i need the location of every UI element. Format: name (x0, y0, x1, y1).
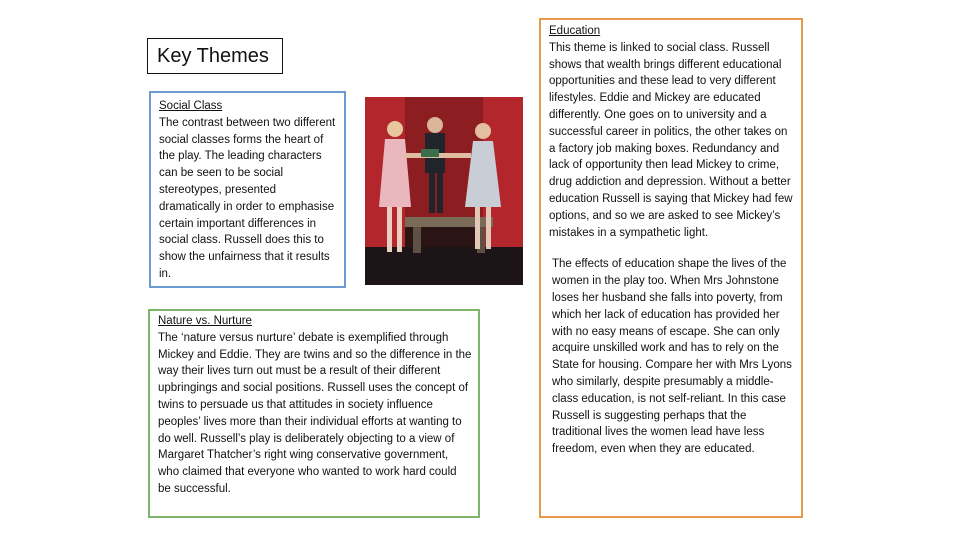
nature-vs-nurture-heading: Nature vs. Nurture (158, 315, 252, 327)
social-class-heading: Social Class (159, 100, 223, 112)
key-themes-title: Key Themes (147, 38, 283, 74)
education-text-1: This theme is linked to social class. Russell shows that wealth brings different educational opportunities and these lead to very different lifestyles. Eddie and Mickey are educated differently. One goes on to university and a successful career in politics, the other takes on a factory job making boxes. Redundancy and lack of opportunity then lead Mickey to crime, drug addiction and depression. Without a better education Russell is saying that Mickey had few options, and so we are asked to see Mickey’s mistakes in a sympathetic light. (549, 41, 793, 239)
education-text-2: The effects of education shape the lives of the women in the play too. When Mrs Johnstone loses her husband she falls into poverty, from which her lack of education has provided her with no easy means of escape. She can only acquire unskilled work and has to rely on the State for housing. Compare her with Mrs Lyons who similarly, despite presumably a middle-class education, is not self-reliant. In this case Russell is suggesting perhaps that the traditional lives the women lead have less freedom, even when they are educated. (552, 258, 792, 456)
social-class-text: The contrast between two different social classes forms the heart of the play. The leading characters can be seen to be social stereotypes, presented dramatically in order to emphasise certain important differences in social class. Russell does this to show the unfairness that it results in. (159, 116, 336, 280)
social-class-box (149, 91, 346, 288)
stage-production-photo (365, 97, 523, 285)
education-heading: Education (549, 25, 601, 37)
nature-vs-nurture-text: The ‘nature versus nurture’ debate is exemplified through Mickey and Eddie. They are twins and so the difference in the way their lives turn out must be a result of their different upbringings and social positions. Russell uses the concept of twins to persuade us that attitudes in society influence peoples’ lives more than their individual efforts at wanting to do well. Russell’s play is deliberately objecting to a view of Margaret Thatcher’s right wing conservative government, who claimed that everyone who wanted to work hard could be successful. (158, 331, 472, 495)
nature-vs-nurture-box (148, 309, 480, 518)
education-box (539, 18, 803, 518)
